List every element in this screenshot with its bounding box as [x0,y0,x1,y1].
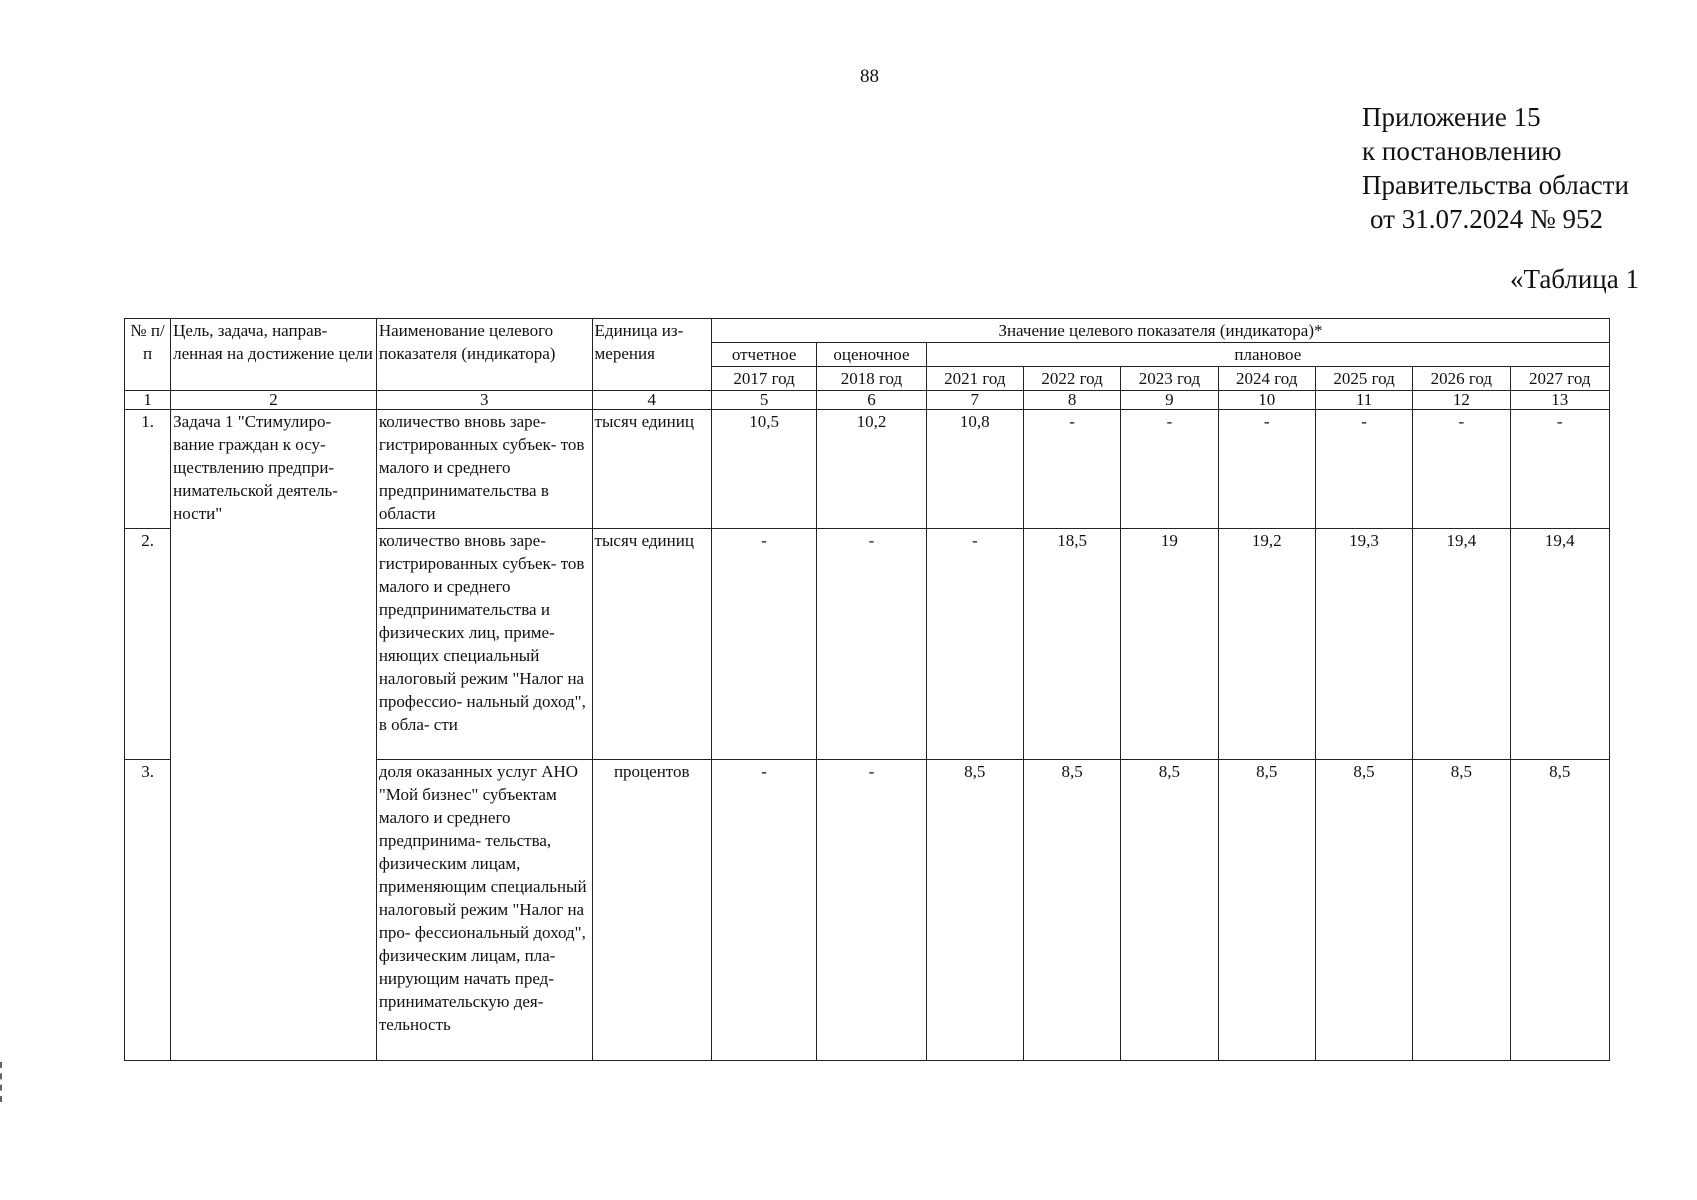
header-unit: Единица из- мерения [592,319,711,391]
value-cell: 18,5 [1023,529,1120,760]
unit: тысяч единиц [592,529,711,760]
value-cell: 10,5 [711,410,816,529]
year-2023: 2023 год [1121,367,1218,391]
column-number: 4 [592,391,711,410]
appendix-block [1362,100,1629,236]
value-cell: 8,5 [1510,760,1609,1061]
value-cell: - [1315,410,1412,529]
header-estimated: оценочное [817,343,926,367]
value-cell: 8,5 [926,760,1023,1061]
column-number: 7 [926,391,1023,410]
appendix-date-number: от 31.07.2024 № 952 [1370,204,1603,234]
header-indicator: Наименование целевого показателя (индикатора) [376,319,592,391]
value-cell: 8,5 [1218,760,1315,1061]
appendix-title: Приложение 15 [1362,102,1541,132]
value-cell: - [926,529,1023,760]
appendix-reference: к постановлению [1362,136,1562,166]
value-cell: - [711,760,816,1061]
header-goal: Цель, задача, направ- ленная на достижение цели [171,319,377,391]
value-cell: - [1121,410,1218,529]
header-value: Значение целевого показателя (индикатора)* [711,319,1609,343]
value-cell: 10,2 [817,410,926,529]
unit: тысяч единиц [592,410,711,529]
value-cell: - [1413,410,1510,529]
value-cell: 8,5 [1023,760,1120,1061]
value-cell: 8,5 [1413,760,1510,1061]
column-number: 6 [817,391,926,410]
value-cell: - [711,529,816,760]
year-2026: 2026 год [1413,367,1510,391]
value-cell: 19 [1121,529,1218,760]
header-planned: плановое [926,343,1609,367]
year-2018: 2018 год [817,367,926,391]
value-cell: - [1218,410,1315,529]
value-cell: 19,3 [1315,529,1412,760]
column-number: 2 [171,391,377,410]
column-number: 10 [1218,391,1315,410]
table-caption: «Таблица 1 [1510,264,1639,294]
indicators-table [124,318,1610,1061]
column-number: 3 [376,391,592,410]
value-cell: - [1023,410,1120,529]
table-row [125,410,1610,529]
unit: процентов [592,760,711,1061]
value-cell: - [1510,410,1609,529]
column-number: 12 [1413,391,1510,410]
value-cell: 19,4 [1413,529,1510,760]
column-number: 1 [125,391,171,410]
value-cell: - [817,760,926,1061]
goal-text: Задача 1 "Стимулиро- вание граждан к осу- ществлению предпри- нимательской деятель- ности" [171,410,377,1061]
header-reported: отчетное [711,343,816,367]
column-number: 11 [1315,391,1412,410]
page-number: 88 [860,66,879,87]
header-num: № п/п [125,319,171,391]
indicator-name: доля оказанных услуг АНО "Мой бизнес" субъектам малого и среднего предпринима- тельства, физическим лицам, применяющим специальный налоговый режим "Налог на про- фессиональный доход", физическим лицам, пла- нирующим начать пред- принимательскую дея- тельность [376,760,592,1061]
year-2027: 2027 год [1510,367,1609,391]
year-2022: 2022 год [1023,367,1120,391]
header-row-1 [125,319,1610,343]
year-2024: 2024 год [1218,367,1315,391]
column-number: 9 [1121,391,1218,410]
row-number: 2. [125,529,171,760]
year-2017: 2017 год [711,367,816,391]
column-number: 13 [1510,391,1609,410]
row-number: 3. [125,760,171,1061]
scan-margin-mark [0,1062,8,1102]
indicator-name: количество вновь заре- гистрированных субъек- тов малого и среднего предпринимательства в области [376,410,592,529]
value-cell: 8,5 [1121,760,1218,1061]
column-numbers-row [125,391,1610,410]
row-number: 1. [125,410,171,529]
appendix-authority: Правительства области [1362,170,1629,200]
year-2021: 2021 год [926,367,1023,391]
column-number: 5 [711,391,816,410]
value-cell: - [817,529,926,760]
value-cell: 19,4 [1510,529,1609,760]
value-cell: 8,5 [1315,760,1412,1061]
indicator-name: количество вновь заре- гистрированных субъек- тов малого и среднего предпринимательства и физических лиц, приме- няющих специальный налоговый режим "Налог на профессио- нальный доход", в обла- сти [376,529,592,760]
value-cell: 10,8 [926,410,1023,529]
value-cell: 19,2 [1218,529,1315,760]
year-2025: 2025 год [1315,367,1412,391]
column-number: 8 [1023,391,1120,410]
